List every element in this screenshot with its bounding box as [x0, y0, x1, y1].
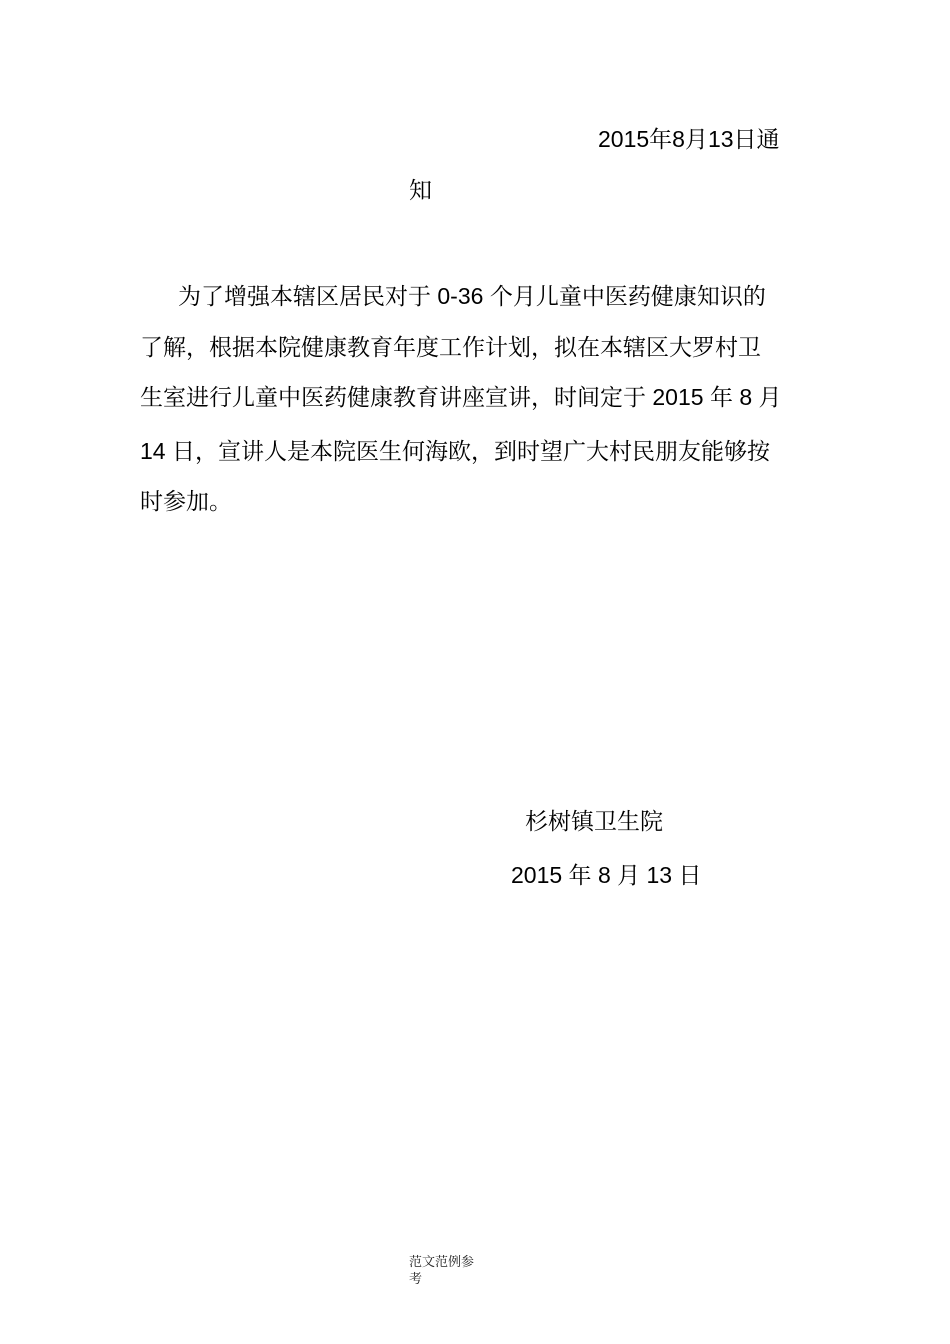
title-second-char: 知	[409, 178, 432, 204]
body-line-4: 14 日，宣讲人是本院医生何海欧，到时望广大村民朋友能够按	[140, 438, 770, 464]
signature-date: 2015 年 8 月 13 日	[511, 862, 702, 888]
title-first-char: 通	[756, 127, 780, 153]
body-line-3: 生室进行儿童中医药健康教育讲座宣讲，时间定于 2015 年 8 月	[140, 384, 782, 410]
footer-line-1: 范文范例参	[409, 1255, 475, 1270]
page-footer	[409, 1254, 489, 1288]
footer-line-2: 考	[409, 1272, 423, 1287]
body-line-2: 了解，根据本院健康教育年度工作计划，拟在本辖区大罗村卫	[140, 334, 761, 360]
signature-organization: 杉树镇卫生院	[525, 808, 663, 834]
top-date	[598, 122, 780, 157]
body-line-1: 为了增强本辖区居民对于 0-36 个月儿童中医药健康知识的	[178, 283, 766, 309]
top-date-text: 2015年8月13日	[598, 126, 757, 152]
body-line-5: 时参加。	[140, 488, 232, 514]
